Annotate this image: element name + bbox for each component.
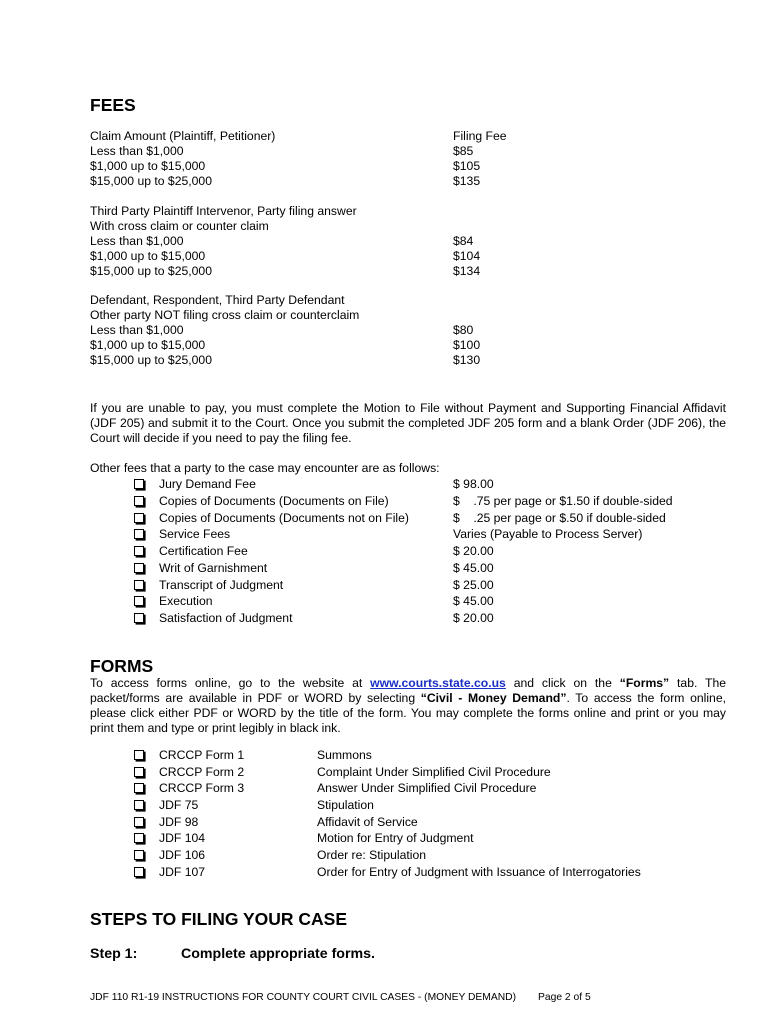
checkbox-icon [134,833,144,843]
fee-row: $15,000 up to $25,000 $134 [90,264,481,278]
fee-row: $1,000 up to $15,000 $100 [90,338,481,352]
footer-doc-id: JDF 110 R1-19 INSTRUCTIONS FOR COUNTY COURT CIVIL CASES - (MONEY DEMAND) [90,992,517,1003]
checkbox-icon [134,850,144,860]
unable-to-pay-paragraph: If you are unable to pay, you must complete the Motion to File without Payment and Supporting Financial Affidavit (JDF 205) and submit it to the Court. Once you submit the completed JDF 205 form and a blank Order (JDF 206), the Court will decide if you need to pay the filing fee. [90,401,726,445]
checkbox-icon [134,580,144,590]
checkbox-icon [134,817,144,827]
fee-row: Defendant, Respondent, Third Party Defendant [90,293,345,307]
fee-row: $1,000 up to $15,000 $104 [90,249,481,263]
fee-row: Less than $1,000 $85 [90,144,474,158]
fee-row: $1,000 up to $15,000 $105 [90,159,481,173]
checkbox-icon [134,496,144,506]
fee-row: Other party NOT filing cross claim or counterclaim [90,308,360,322]
fee-row: Third Party Plaintiff Intervenor, Party filing answer [90,204,357,218]
fee-row: Claim Amount (Plaintiff, Petitioner) Filing Fee [90,129,507,143]
fee-row: $15,000 up to $25,000 $135 [90,174,481,188]
fee-row: Less than $1,000 $80 [90,323,474,337]
checkbox-icon [134,613,144,623]
checkbox-icon [134,750,144,760]
checkbox-icon [134,596,144,606]
forms-heading: FORMS [90,656,154,676]
step-1-text: Complete appropriate forms. [181,946,375,962]
forms-paragraph: To access forms online, go to the website at www.courts.state.co.us and click on the “Forms” tab. The packet/forms are available in PDF or WORD by selecting “Civil - Money Demand”. To access the form online, please click either PDF or WORD by the title of the form. You may complete the forms online and print or you may print them and type or print legibly in black ink. [90,676,727,735]
steps-heading: STEPS TO FILING YOUR CASE [90,909,348,929]
checkbox-icon [134,513,144,523]
fee-row: $15,000 up to $25,000 $130 [90,353,481,367]
checkbox-icon [134,546,144,556]
footer-page-number: Page 2 of 5 [538,992,591,1003]
checkbox-icon [134,529,144,539]
checkbox-icon [134,800,144,810]
courts-website-link[interactable]: www.courts.state.co.us [370,676,506,690]
checkbox-icon [134,479,144,489]
checkbox-icon [134,563,144,573]
checkbox-icon [134,767,144,777]
step-1-label: Step 1: [90,946,138,962]
checkbox-icon [134,867,144,877]
fee-row: Less than $1,000 $84 [90,234,474,248]
checkbox-icon [134,783,144,793]
other-fees-intro: Other fees that a party to the case may encounter are as follows: [90,461,440,475]
fees-heading: FEES [90,95,136,115]
fee-row: With cross claim or counter claim [90,219,269,233]
